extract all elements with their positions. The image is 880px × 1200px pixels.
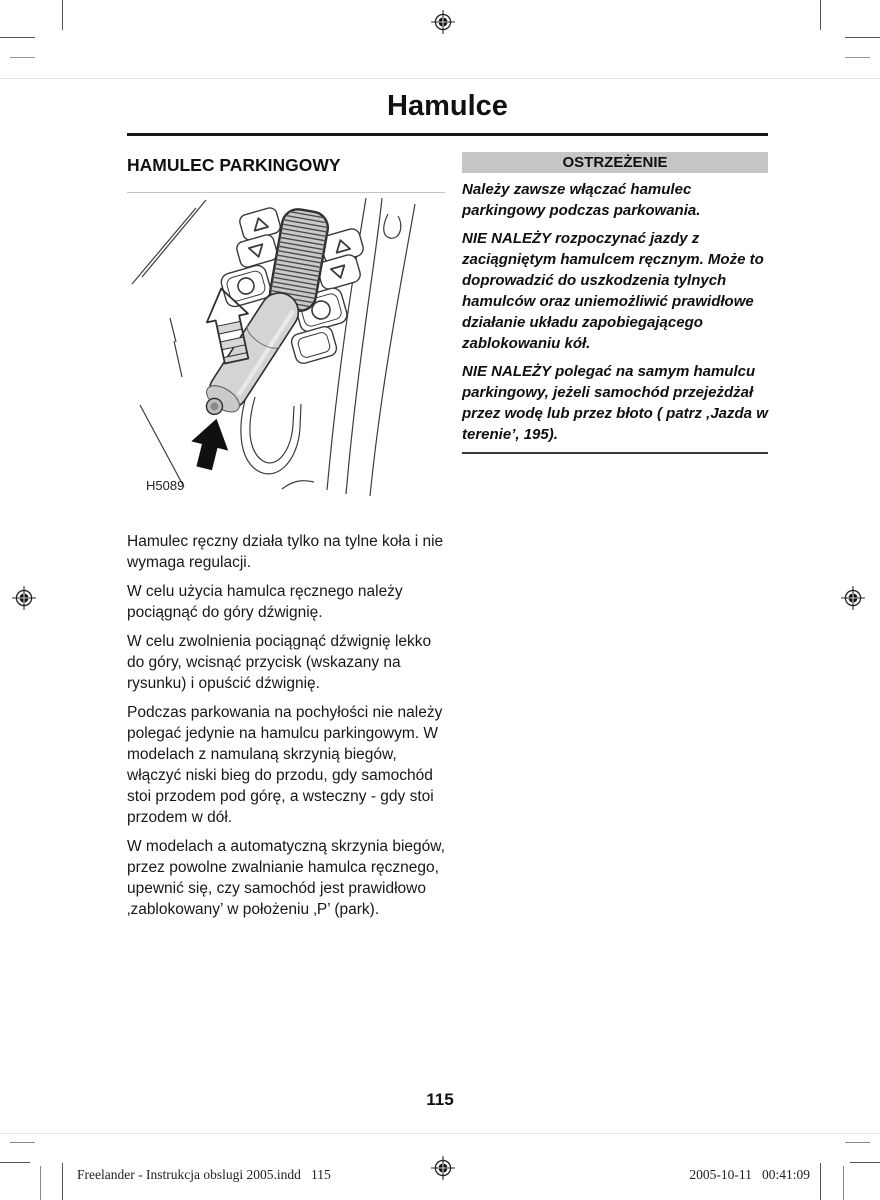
handbrake-illustration [130, 198, 430, 498]
title-rule [127, 133, 768, 136]
release-button-arrow-icon [186, 414, 235, 473]
warning-bottom-rule [462, 452, 768, 454]
crop-mark [845, 1142, 870, 1143]
body-paragraph: W celu użycia hamulca ręcznego należy pociągnąć do góry dźwignię. [127, 583, 403, 621]
crop-mark [820, 1163, 821, 1200]
registration-mark-icon [11, 585, 37, 611]
crop-mark [62, 1163, 63, 1200]
registration-mark-icon [430, 1155, 456, 1181]
warning-title-bar: OSTRZEŻENIE [462, 152, 768, 173]
crop-mark [62, 0, 63, 30]
crop-mark [850, 1162, 880, 1163]
body-paragraph: W modelach a automatyczną skrzynia biegów, przez powolne zwalnianie hamulca ręcznego, upewnić się, czy samochód jest prawidłowo ‚zablokowany’ w położeniu ‚P’ (park). [127, 838, 445, 918]
crop-mark [845, 37, 880, 38]
figure-label: H5089 [146, 478, 185, 493]
crop-mark [820, 0, 821, 30]
footer-timestamp: 2005-10-11 00:41:09 [689, 1167, 810, 1182]
heading-rule [127, 192, 445, 193]
body-paragraph: Hamulec ręczny działa tylko na tylne koła i nie wymaga regulacji. [127, 533, 444, 571]
page-number: 115 [426, 1090, 454, 1109]
registration-mark-icon [430, 9, 456, 35]
body-paragraph: Podczas parkowania na pochyłości nie należy polegać jedynie na hamulcu parkingowym. W modelach z namulaną skrzynią biegów, włączyć niski bieg do przodu, gdy samochód stoi przodem pod górę, a wsteczny - gdy stoi przodem w dół. [127, 704, 443, 826]
footer-filename: Freelander - Instrukcja obslugi 2005.indd 115 [77, 1167, 331, 1182]
warning-paragraph: NIE NALEŻY polegać na samym hamulcu parkingowy, jeżeli samochód przejeżdżał przez wodę lub przez błoto ( patrz ‚Jazda w terenie’, 195). [462, 363, 768, 443]
crop-mark [40, 1166, 41, 1200]
crop-mark [0, 37, 35, 38]
section-heading: HAMULEC PARKINGOWY [127, 155, 341, 175]
crop-mark [10, 57, 35, 58]
page-title: Hamulce [387, 90, 508, 122]
warning-box [462, 152, 768, 454]
warning-body [462, 179, 768, 445]
warning-paragraph: Należy zawsze włączać hamulec parkingowy podczas parkowania. [462, 181, 701, 219]
crop-mark [0, 1162, 30, 1163]
warning-paragraph: NIE NALEŻY rozpoczynać jazdy z zaciągniętym hamulcem ręcznym. Może to doprowadzić do uszkodzenia tylnych hamulców oraz uniemożliwić prawidłowe działanie układu zapobiegającego zablokowaniu kół. [462, 230, 764, 352]
page-edge-line [0, 1133, 880, 1134]
registration-mark-icon [840, 585, 866, 611]
body-paragraph: W celu zwolnienia pociągnąć dźwignię lekko do góry, wcisnąć przycisk (wskazany na rysunku) i opuścić dźwignię. [127, 633, 432, 692]
page-edge-line [0, 78, 880, 79]
crop-mark [10, 1142, 35, 1143]
crop-mark [843, 1166, 844, 1200]
crop-mark [845, 57, 870, 58]
body-text [127, 531, 449, 928]
